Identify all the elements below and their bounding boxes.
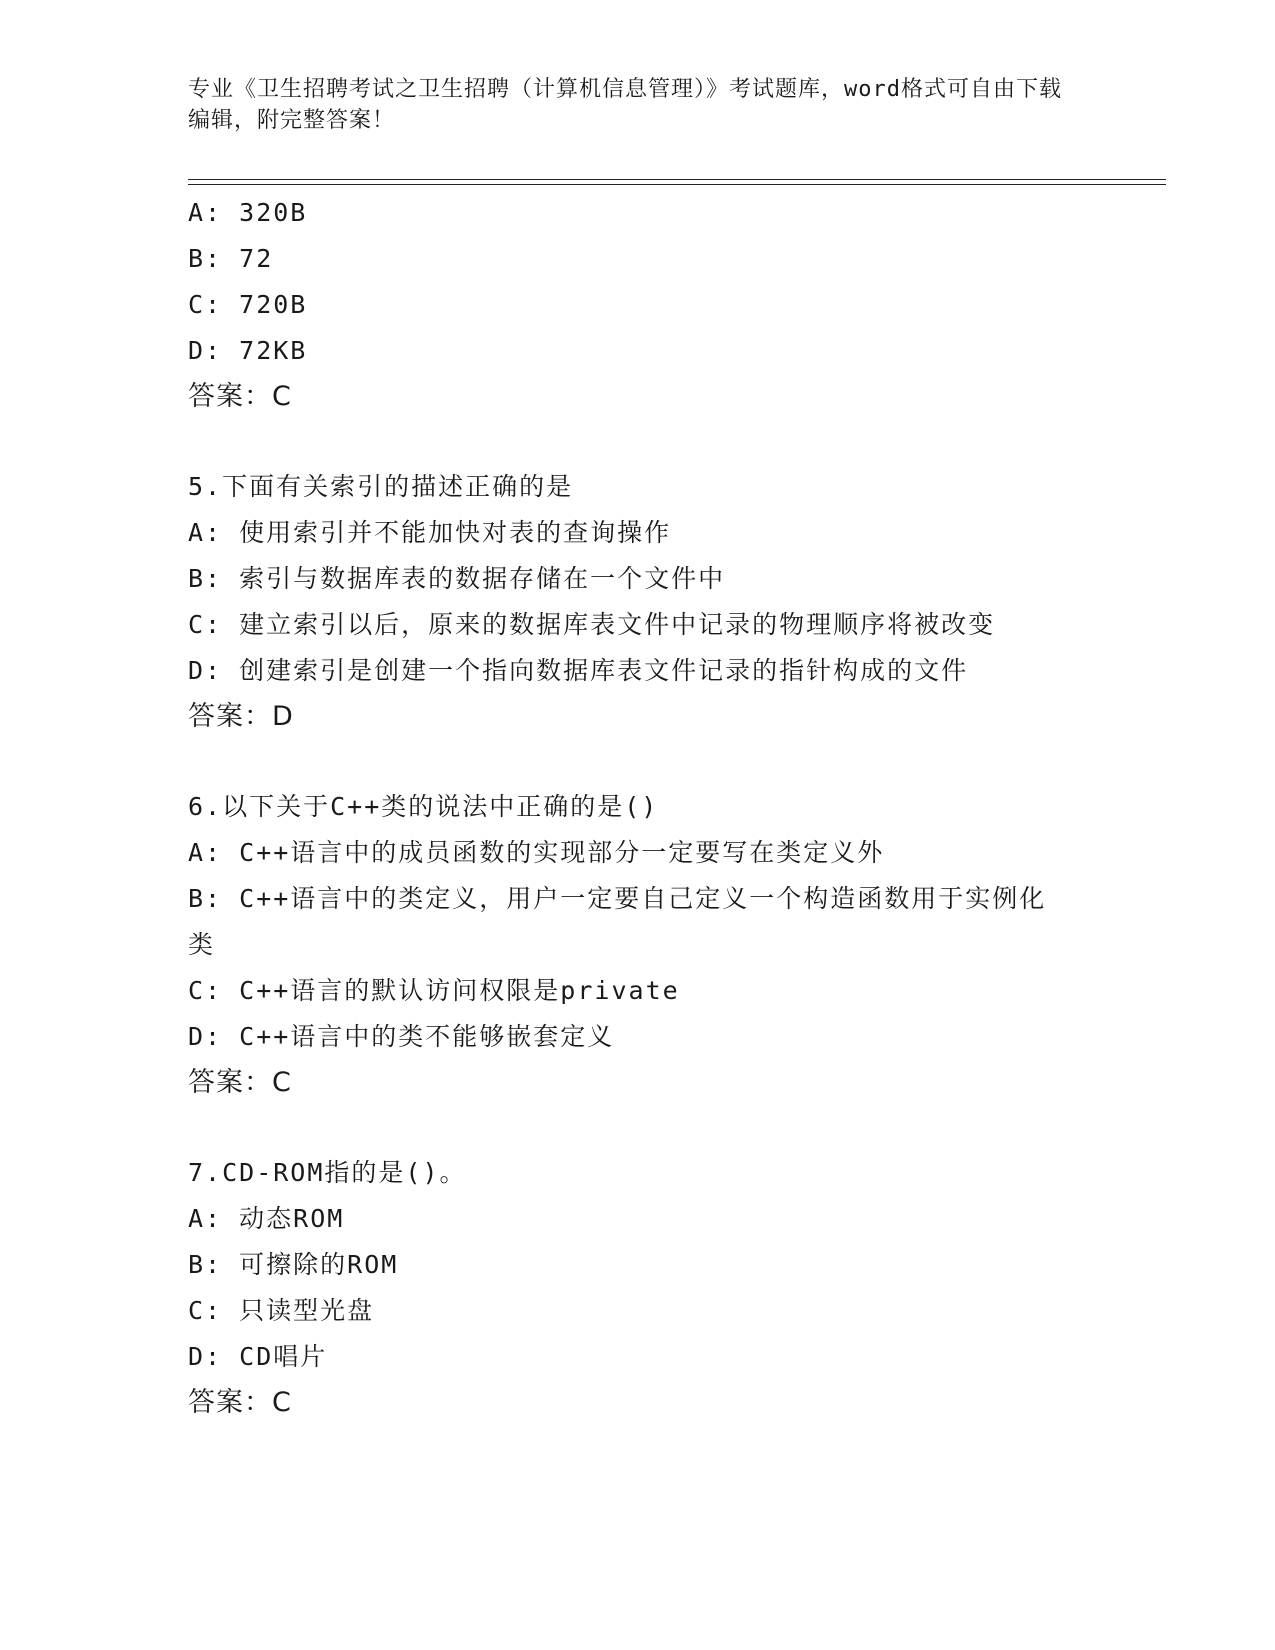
question-block-4 (188, 190, 1088, 420)
option-b: B: 72 (188, 244, 274, 273)
answer-line: 答案：D (188, 701, 294, 732)
header-divider-top (188, 179, 1166, 180)
spacer (188, 420, 1088, 464)
spacer (188, 1106, 1088, 1150)
option-c: C: 建立索引以后，原来的数据库表文件中记录的物理顺序将被改变 (188, 610, 996, 639)
option-b: B: 可擦除的ROM (188, 1250, 399, 1279)
option-d: D: CD唱片 (188, 1342, 328, 1371)
document-header: 专业《卫生招聘考试之卫生招聘（计算机信息管理）》考试题库，word格式可自由下载编辑，附完整答案！ (188, 77, 1062, 133)
question-block-6 (188, 784, 1088, 1106)
spacer (188, 740, 1088, 784)
question-block-7 (188, 1150, 1088, 1426)
option-d: D: 创建索引是创建一个指向数据库表文件记录的指针构成的文件 (188, 656, 969, 685)
option-a: A: 320B (188, 198, 308, 227)
option-c: C: C++语言的默认访问权限是private (188, 976, 680, 1005)
option-c: C: 只读型光盘 (188, 1296, 375, 1325)
question-text: 7.CD-ROM指的是()。 (188, 1158, 467, 1187)
question-list (188, 190, 1088, 1426)
answer-line: 答案：C (188, 1387, 292, 1418)
question-text: 5.下面有关索引的描述正确的是 (188, 472, 574, 501)
option-a: A: C++语言中的成员函数的实现部分一定要写在类定义外 (188, 838, 885, 867)
question-block-5 (188, 464, 1088, 740)
option-b: B: 索引与数据库表的数据存储在一个文件中 (188, 564, 726, 593)
header-divider-bottom (188, 184, 1166, 185)
option-b: B: C++语言中的类定义，用户一定要自己定义一个构造函数用于实例化类 (188, 884, 1047, 959)
option-d: D: 72KB (188, 336, 308, 365)
option-a: A: 动态ROM (188, 1204, 345, 1233)
option-d: D: C++语言中的类不能够嵌套定义 (188, 1022, 615, 1051)
question-text: 6.以下关于C++类的说法中正确的是() (188, 792, 659, 821)
answer-line: 答案：C (188, 1067, 292, 1098)
option-a: A: 使用索引并不能加快对表的查询操作 (188, 518, 672, 547)
answer-line: 答案：C (188, 381, 292, 412)
option-c: C: 720B (188, 290, 308, 319)
